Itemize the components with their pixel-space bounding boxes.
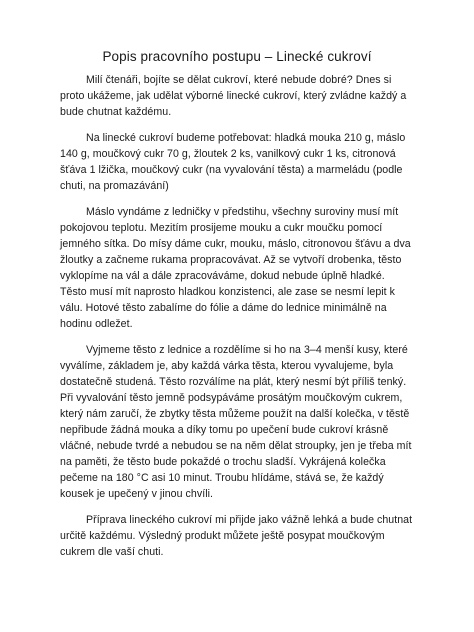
paragraph-conclusion: Příprava lineckého cukroví mi přijde jako vážně lehká a bude chutnat určitě každému. Výsledný produkt můžete ještě posypat moučkovým cukrem dle vaší chuti. xyxy=(60,514,413,558)
paragraph-intro: Milí čtenáři, bojíte se dělat cukroví, které nebude dobré? Dnes si proto ukážeme, jak udělat výborné linecké cukroví, který zvládne každý a bude chutnat každému. xyxy=(60,74,407,118)
paragraph-dough-preparation: Máslo vyndáme z ledničky v předstihu, všechny suroviny musí mít pokojovou teplotu. Mezitím prosijeme mouku a cukr moučku pomocí jemného sítka. Do mísy dáme cukr, mouku, máslo, citronovou šťávu a dva žloutky a začneme rukama propracovávat. Až se vytvoří drobenka, těsto vyklopíme na vál a dále zpracováváme, dokud nebude úplně hladké. Těsto musí mít naprosto hladkou konzistenci, ale zase se nesmí lepit k válu. Hotové těsto zabalíme do fólie a dáme do lednice minimálně na hodinu odležet. xyxy=(60,206,411,330)
document-title: Popis pracovního postupu – Linecké cukroví xyxy=(102,49,372,64)
paragraph-rolling-baking: Vyjmeme těsto z lednice a rozdělíme si ho na 3–4 menší kusy, které vyválíme, základem je, aby každá várka těsta, kterou vyvalujeme, byla dostatečně studená. Těsto rozválíme na plát, který nesmí být příliš tenký. Při vyvalování těsto jemně podsypáváme prosátým moučkovým cukrem, který nám zaručí, že zbytky těsta můžeme použít na další kolečka, v těstě nepřibude žádná mouka a díky tomu po upečení bude cukroví krásně vláčné, nebude tvrdé a nebudou se na něm dělat stroupky, jen je třeba mít na paměti, že těsto bude pokaždé o trochu sladší. Vykrájená kolečka pečeme na 180 °C asi 10 minut. Troubu hlídáme, stává se, že každý kousek je upečený v jinou chvíli. xyxy=(60,344,412,500)
paragraph-ingredients: Na linecké cukroví budeme potřebovat: hladká mouka 210 g, máslo 140 g, moučkový cukr 70 g, žloutek 2 ks, vanilkový cukr 1 ks, citronová šťáva 1 lžička, moučkový cukr (na vyvalování těsta) a marmeládu (podle chuti, na promazávání) xyxy=(60,132,406,192)
